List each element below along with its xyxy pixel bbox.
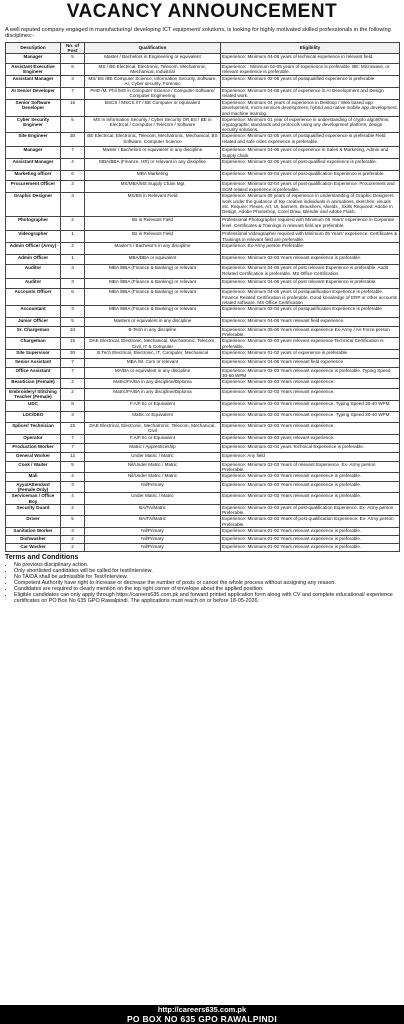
post-count: 1 [61,231,85,243]
eligibility: Experience: Minimum 02-03 Years of relevant Experience. Ex- Army person Preferable. [221,461,400,472]
post-count: 7 [61,367,85,378]
eligibility: Experience: Minimum 02-03 Years relevant experience is preferable. [221,473,400,482]
col-header-posts: No. of Post [61,42,85,53]
qualification: Nil/Under Matric / Matric [85,473,221,482]
eligibility: Experience: Minimum 01-02 Years relevant experience is preferable. [221,527,400,535]
position-title: Ayya/Attendant (Female Only) [6,482,61,493]
post-count: 3 [61,412,85,423]
eligibility: Experience: Minimum 02-03 years of post-qualification Experience. Ex- Army person Preferable. [221,504,400,515]
eligibility: Experience: Minimum 02-05 years of postqualified experience is preferable [221,76,400,88]
qualification: MBA /BBA (Finance & Banking) or relevant [85,279,221,289]
position-title: Manager [6,147,61,159]
post-count: 15 [61,338,85,349]
table-row [6,159,400,171]
position-title: Assistant Manager [6,76,61,88]
position-title: Auditor [6,265,61,279]
position-title: UDC [6,401,61,412]
qualification: MS in Information Security / Cyber Security OR BS / BE in Electrical / Computer / Telecom / Software [85,116,221,133]
position-title: Security Guard [6,504,61,515]
position-title: Car Washer [6,543,61,551]
eligibility: Professional Videographer required with Minimum 05 Years' experience. Certificates & Trainings in relevant field are preferable. [221,231,400,243]
eligibility: Experience: Minimum 02-03 Years relevant experience is preferable. Typing Speed 30-60 WPM [221,367,400,378]
terms-heading: Terms and Conditions [5,553,79,561]
eligibility: Experience: Minimum 02-03 Years relevant experience. [221,389,400,401]
post-count: 4 [61,493,85,504]
terms-item: • No TA/DA shall be admissible for Test/Interview. [14,574,399,580]
col-header-description: Description [6,42,61,53]
position-title: AI Senior Developer [6,88,61,100]
qualification: Bs in Relevant Field [85,231,221,243]
qualification: B-Tech in any discipline [85,327,221,338]
table-row [6,389,400,401]
qualification: F.A/F.Sc or Equivalent [85,401,221,412]
qualification: MBA Marketing [85,171,221,181]
table-row [6,349,400,358]
vacancy-table [5,42,400,552]
post-count: 3 [61,181,85,193]
table-row [6,516,400,527]
post-count: 5 [61,516,85,527]
position-title: Manager [6,54,61,64]
table-row [6,434,400,443]
table-row [6,504,400,515]
position-title: Admin Officer (Army) [6,243,61,255]
position-title: LDC/DEO [6,412,61,423]
qualification: BA/FA/Matric [85,504,221,515]
post-count: 8 [61,401,85,412]
table-row [6,100,400,117]
table-row [6,133,400,147]
post-count: 2 [61,217,85,231]
table-row [6,306,400,318]
qualification: BSCS / MSCS /IT / BE Computer or equivalent [85,100,221,117]
qualification: Matric / Apprenticeship [85,443,221,452]
qualification: DAE Electrical, Electronic, Mechatronic, Telecom, Mechanical, Civil [85,423,221,434]
eligibility: Experience: Minimum 02-03 Years of post-qualification Experience. Ex- Army person Preferable. [221,516,400,527]
position-title: Accountant [6,306,61,318]
position-title: Office Assistant [6,367,61,378]
position-title: Site Engineer [6,133,61,147]
table-row [6,423,400,434]
qualification: Matric or Equivalent [85,412,221,423]
position-title: Auditor [6,279,61,289]
qualification: Masters or equivalent in any discipline [85,318,221,327]
position-title: Driver [6,516,61,527]
eligibility: Experience: Minimum 02-04 years of post-qualification Experience. Procurement and SCM related experience is preferable. [221,181,400,193]
position-title: Beautician (Female) [6,379,61,389]
eligibility: Experience: Minimum 02-04 years Technical Experience is preferable. [221,443,400,452]
qualification: PHD /M. Phil /MS in Computer Science / Computer Software/ Computer Engineering [85,88,221,100]
table-row [6,443,400,452]
qualification: MS/BS in Relevant Field [85,193,221,217]
eligibility: Experience: Minimum 01-02 Years relevant experience is preferable. [221,535,400,543]
eligibility: Experience: Minimum 04-06 years of post relevant Experience is preferable. [221,279,400,289]
eligibility: Experience: Minimum 02-03 years relevant experience Technical Certification is preferable. [221,338,400,349]
position-title: Assistant Executive Engineer [6,64,61,76]
position-title: General Worker [6,452,61,461]
post-count: 10 [61,327,85,338]
qualification: Master / Bachelors in Engineering or equivalent [85,54,221,64]
post-count: 3 [61,76,85,88]
eligibility: Experience: Minimum 01-02 years of experience is preferable [221,349,400,358]
eligibility: Experience: Minimum 02-03 Years relevant experience. [221,423,400,434]
qualification: Master / Bachelors or equivalent in any discipline [85,147,221,159]
position-title: Videographer [6,231,61,243]
qualification: MA/BA or equivalent in any discipline [85,367,221,378]
eligibility: Experience: Minimum 04-06 years of experience in AI Development and Design related work. [221,88,400,100]
qualification: MS / BE Electrical, Electronic, Telecom, Mechatronic, Mechanical, Industrial [85,64,221,76]
eligibility: Experience: Minimum 01-02 Years relevant experience is preferable. [221,543,400,551]
post-count: 2 [61,379,85,389]
table-row [6,88,400,100]
qualification: MS/MBA/MS Supply Chain Mgt [85,181,221,193]
eligibility: Experience: Minimum 04 years of experience in Desktop / Web based app development, micro services development, hybrid and native mobile app development, and machine learning. [222,100,398,116]
table-row [6,543,400,551]
position-title: Dishwasher [6,535,61,543]
eligibility: Experience: Minimum 02-05 years of postqualified experience is preferable Field related and safe cities experience is preferable. [221,133,400,147]
table-row [6,401,400,412]
table-row [6,327,400,338]
table-row [6,231,400,243]
eligibility: Experience: Minimum 02-03 Years relevant experience. Typing Speed 30-40 WPM [221,412,400,423]
post-count: 3 [61,265,85,279]
qualification: Bs in Relevant Field [85,217,221,231]
position-title: Admin Officer [6,255,61,265]
table-row [6,338,400,349]
table-row [6,367,400,378]
table-row [6,473,400,482]
post-count: 16 [61,100,85,117]
position-title: Chargeman [6,338,61,349]
table-row [6,535,400,543]
post-count: 15 [61,423,85,434]
position-title: Assistant Manager [6,159,61,171]
position-title: Graphic Designer [6,193,61,217]
eligibility: Experience: Ex-Army person Preferable [221,243,400,255]
post-count: 5 [61,318,85,327]
qualification: BE Electrical, Electronic, Telecom, Mechatronic, Mechanical, BS Software, Computer Science [85,133,221,147]
position-title: Accounts Officer [6,289,61,306]
eligibility: Experience: Minimum 05 years of experience in understanding of Graphic Designers work under the guidance of top creative individuals in animations, sketches, visuals etc. Require: Flexes, Art, UI, banners, Broushers, shields , Skills Required: Adobe In Design, Adobe Photoshop, Corel Draw, Blender and Adobe Flash. [221,193,400,217]
table-row [6,54,400,64]
post-count: 2 [61,535,85,543]
qualification: BA/FA/Matric [85,516,221,527]
careers-link[interactable]: http://careers635.com.pk [157,1005,247,1014]
post-count: 2 [61,243,85,255]
terms-item: • Candidates are required to clearly mention on the top right corner of envelope about the applied position. [14,586,399,592]
post-count: 7 [61,147,85,159]
post-count: 7 [61,443,85,452]
table-row [6,217,400,231]
eligibility: Experience: Minimum 02-03 Years relevant experience. Typing Speed 30-40 WPM [221,401,400,412]
qualification: MS/ BS /BE Computer Science, Information Security, Software, AI, Cyber security, Forensic [85,76,221,88]
eligibility: Experience: Minimum 04-06 years of technical experience in relevant field. [221,54,400,64]
position-title: Site Supervisor [6,349,61,358]
table-row [6,193,400,217]
eligibility: Experience: Minimum 02-04 years of postqualification Experience is preferable. [221,306,400,318]
position-title: Sr. Chargeman [6,327,61,338]
terms-section [5,554,399,605]
table-row [6,527,400,535]
post-count: 3 [61,527,85,535]
eligibility: Experience: Minimum 05-06 Years relevant experience Ex-Army / Air Force person Preferable. [221,327,400,338]
qualification: B.Tech Electrical, Electronic, IT, Computer, Mechanical [85,349,221,358]
post-count: 3 [61,193,85,217]
eligibility: Experience: Minimum 02-03 Years relevant experience is preferable. [221,255,400,265]
post-count: 7 [61,358,85,367]
qualification: MBA/BBA or equivalent [85,255,221,265]
qualification: Nil/Primary [85,482,221,493]
table-row [6,279,400,289]
position-title: Photographer [6,217,61,231]
eligibility: Experience: Minimum 04-06 Years relevant field experience. [221,318,400,327]
position-title: Production Worker [6,443,61,452]
eligibility: Experience: Minimum 04-06 years of post relevant Experience is preferable. Audit Related Certification is preferable. MS Office Certification. [221,265,400,279]
eligibility: Experience: : Minimum 02-05 years of experience is preferable. BE: Microwave, or relevant experience is preferable. [221,64,400,76]
post-count: 30 [61,349,85,358]
qualification: MBA/BBA (Finance, HR) or relevant in any discipline [85,159,221,171]
post-count: 2 [61,543,85,551]
post-count: 30 [61,133,85,147]
post-count: 5 [61,461,85,472]
post-count: 3 [61,279,85,289]
table-row [6,116,400,133]
position-title: Marketing officer [6,171,61,181]
qualification: F.A/F.Sc or Equivalent [85,434,221,443]
position-title: Embroidery/ Stitching Teacher (Female) [6,389,61,401]
table-row [6,265,400,279]
eligibility: Experience: Minimum 02-03 Years relevant experience. [221,379,400,389]
post-count: 7 [61,434,85,443]
table-row [6,76,400,88]
table-body [6,54,400,551]
qualification: Nil/Primary [85,535,221,543]
eligibility: Experience: Minimum 02-05 years of post-qualified experience is preferable. [221,159,400,171]
post-count: 1 [61,255,85,265]
post-count: 6 [61,171,85,181]
table-row [6,493,400,504]
position-title: Procurement Officer [6,181,61,193]
post-count: 4 [61,473,85,482]
terms-item: • Only shortlisted candidates will be called for test/interview. [14,568,399,574]
qualification: MBA /M. Com or relevant [85,358,221,367]
col-header-eligibility: Eligibility [221,42,400,53]
eligibility: Professional Photographer required with Minimum 05 Years' experience in Corporate level. Certificates & Trainings in relevant field are preferable. [221,217,400,231]
qualification: Nil/Primary [85,527,221,535]
terms-list [5,562,399,605]
post-count: 12 [61,452,85,461]
eligibility: Experience: Minimum 02-03 Years relevant experience is preferable. [221,493,400,504]
position-title: Junior Officer [6,318,61,327]
terms-item: • No previous disciplinary action. [14,562,399,568]
eligibility: Experience: Minimum 02-03 Years relevant experience is preferable. [221,482,400,493]
position-title: Senior Assistant [6,358,61,367]
qualification: Master's / Bachelor's in any discipline [85,243,221,255]
po-box-address: PO BOX NO 635 GPO RAWALPINDI [126,1014,278,1024]
post-count: 8 [61,64,85,76]
table-row [6,461,400,472]
table-row [6,243,400,255]
eligibility: Experience: Minimum 04-05 years of postqualification Experience is preferable. Finance Related Certification is preferable. Good knowledge of ERP or other accounts related software. MS Office Certification [221,289,400,306]
post-count: 2 [61,504,85,515]
post-count: 5 [61,54,85,64]
post-count: 4 [61,159,85,171]
table-row [6,412,400,423]
terms-item: • Eligible candidates can only apply through https://careers635.com.pk and forward printed application form along with CV and complete educational/ experience certificates on PO Box No 635 GPO Rawalpindi. The applications must reach on or before 18-05-2026. [14,592,399,604]
qualification: Under Matric / Matric [85,452,221,461]
post-count: 7 [61,88,85,100]
post-count: 3 [61,482,85,493]
position-title: Splicer/ Technician [6,423,61,434]
table-row [6,181,400,193]
eligibility: Experience: Minimum 04-06 Years relevant field experience [221,358,400,367]
table-row [6,171,400,181]
eligibility: Experience: Minimum 02-04 years of post-qualification Experience is preferable. [221,171,400,181]
position-title: Mali [6,473,61,482]
post-count: 3 [61,306,85,318]
col-header-qualification: Qualification [85,42,221,53]
qualification: MBA /BBA (Finance & Banking) or relevant [85,265,221,279]
eligibility: Experience: Minimum 01 year of experience in understanding of crypto algorithms, cryptographic standards and protocols using any development platform, design security solutions. [221,116,400,133]
post-count: 6 [61,289,85,306]
position-title: Senior Software Developer [6,100,61,117]
position-title: Operator [6,434,61,443]
table-row [6,452,400,461]
position-title: Serviceman / Office Boy [6,493,61,504]
position-title: Cook / Waiter [6,461,61,472]
page-title: VACANCY ANNOUNCEMENT [66,1,338,22]
table-row [6,482,400,493]
post-count: 2 [61,389,85,401]
table-row [6,255,400,265]
qualification: Nil/Under Matric / Matric [85,461,221,472]
qualification: Nil/Primary [85,543,221,551]
qualification: Under Matric / Matric [85,493,221,504]
table-row [6,64,400,76]
post-count: 5 [61,116,85,133]
qualification: Matric/FA/BA in any discipline/Diploma [85,379,221,389]
position-title: Cyber Security Engineer [6,116,61,133]
eligibility: Experience: Minimum 04-06 years of experience in Sales & Marketing, Admin and Supply chain. [221,147,400,159]
intro-text: A well reputed company engaged in manufacturing/ developing ICT equipment/ solutions, is looking for highly motivated skilled professionals in the following disciplines:- [5,27,391,40]
table-header-row [6,42,400,53]
qualification: MBA /BBA (Finance & Banking) or relevant [85,289,221,306]
eligibility: Experience: Minimum 02-03 years relevant experience. [221,434,400,443]
eligibility: Experience: Any field [221,452,400,461]
position-title: Sanitation Worker [6,527,61,535]
table-row [6,147,400,159]
table-row [6,289,400,306]
table-row [6,318,400,327]
qualification: DAE Electrical, Electronic, Mechanical, Mechatronic, Telecom, Civil, IT & Computer [85,338,221,349]
terms-item: • Competent Authority have right to increase or decrease the number of posts or cancel the whole process without assigning any reason. [14,580,399,586]
qualification: MBA /BBA (Finance & Banking) or relevant [85,306,221,318]
footer-bar [0,1005,404,1024]
table-row [6,358,400,367]
table-row [6,379,400,389]
qualification: Matric/FA/BA in any discipline/Diploma [85,389,221,401]
